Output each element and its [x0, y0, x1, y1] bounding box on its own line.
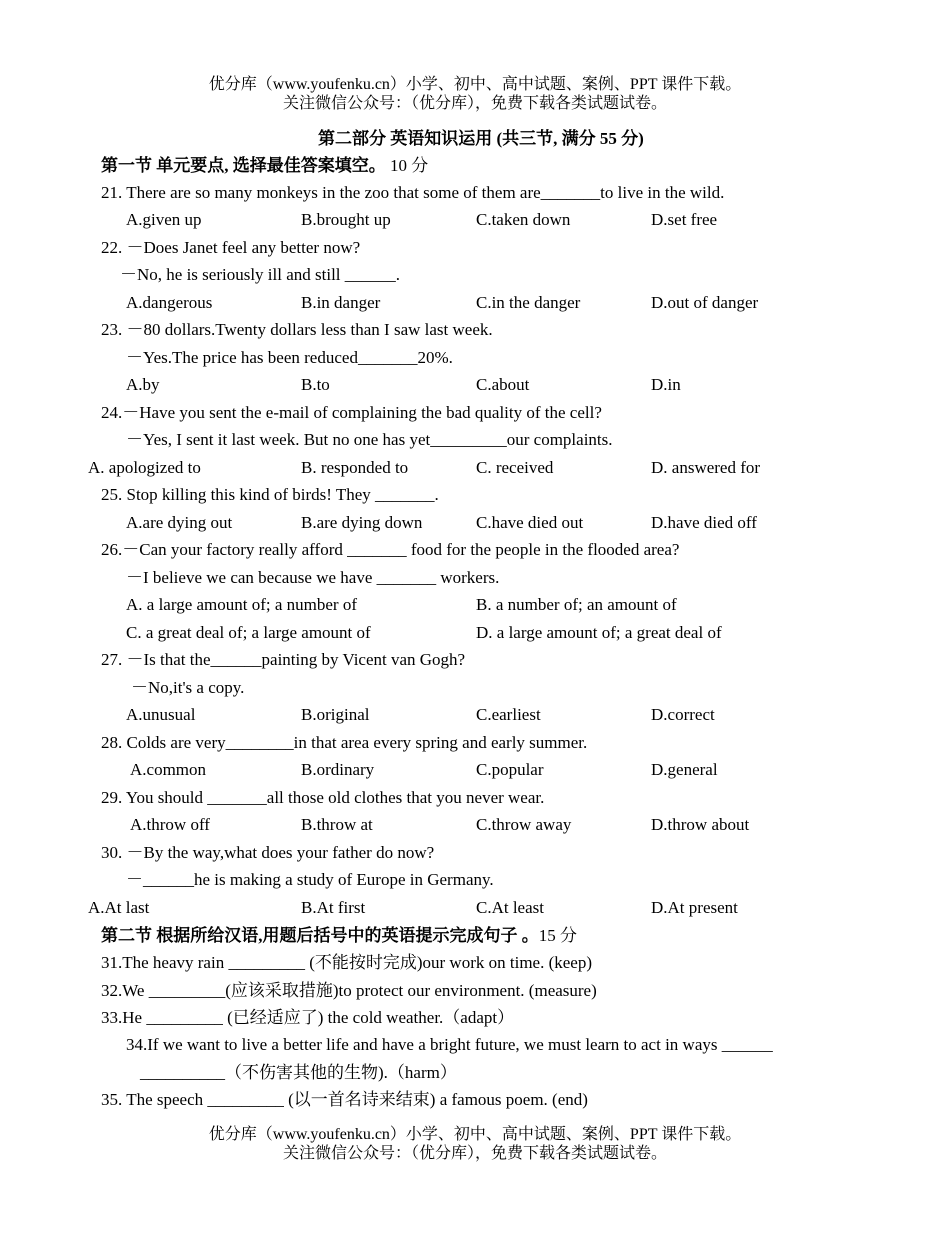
q24-option-d: D. answered for: [651, 458, 761, 477]
q27-option-b: B.original: [301, 705, 370, 724]
q28-option-c: C.popular: [476, 760, 544, 779]
q25-stem: 25. Stop killing this kind of birds! They _______.: [101, 485, 439, 504]
question-32: 32.We _________(应该采取措施)to protect our environment. (measure): [101, 981, 597, 1000]
part-title: 第二部分 英语知识运用 (共三节, 满分 55 分): [318, 129, 644, 148]
q30-option-c: C.At least: [476, 898, 544, 917]
q22-option-d: D.out of danger: [651, 293, 759, 312]
q24-option-a: A. apologized to: [88, 458, 201, 477]
footer-line-1: 优分库（www.youfenku.cn）小学、初中、高中试题、案例、PPT 课件下载。: [208, 1126, 742, 1143]
q29-stem: 29. You should _______all those old clothes that you never wear.: [101, 788, 545, 807]
question-31: 31.The heavy rain _________ (不能按时完成)our work on time. (keep): [101, 953, 592, 972]
q27-option-a: A.unusual: [126, 705, 196, 724]
section1-heading: [101, 155, 428, 177]
q30-option-d: D.At present: [651, 898, 738, 917]
q30-reply: －______he is making a study of Europe in Germany.: [126, 870, 494, 889]
q26-reply: －I believe we can because we have _______ workers.: [126, 568, 500, 587]
q21-option-a: A.given up: [126, 210, 202, 229]
q23-option-b: B.to: [301, 375, 330, 394]
q21-option-b: B.brought up: [301, 210, 391, 229]
q22-stem: 22. －Does Janet feel any better now?: [101, 238, 361, 257]
q24-option-c: C. received: [476, 458, 554, 477]
section1-score: 10 分: [385, 156, 429, 175]
header-line-1: 优分库（www.youfenku.cn）小学、初中、高中试题、案例、PPT 课件下载。: [208, 76, 742, 93]
q21-stem: 21. There are so many monkeys in the zoo that some of them are_______to live in the wild.: [101, 183, 725, 202]
q29-option-c: C.throw away: [476, 815, 572, 834]
q22-option-c: C.in the danger: [476, 293, 581, 312]
q26-option-a: A. a large amount of; a number of: [126, 595, 358, 614]
question-34-continued: __________（不伤害其他的生物).（harm）: [140, 1063, 457, 1082]
section1-title: 第一节 单元要点, 选择最佳答案填空。: [101, 156, 386, 175]
section2-title: 第二节 根据所给汉语,用题后括号中的英语提示完成句子 。: [101, 926, 539, 945]
q21-option-d: D.set free: [651, 210, 718, 229]
q23-option-c: C.about: [476, 375, 530, 394]
q22-option-b: B.in danger: [301, 293, 381, 312]
q24-stem: 24.－Have you sent the e-mail of complaining the bad quality of the cell?: [101, 403, 602, 422]
q26-option-b: B. a number of; an amount of: [476, 595, 677, 614]
q26-option-c: C. a great deal of; a large amount of: [126, 623, 371, 642]
q30-stem: 30. －By the way,what does your father do now?: [101, 843, 435, 862]
q25-option-d: D.have died off: [651, 513, 757, 532]
q30-option-b: B.At first: [301, 898, 366, 917]
q26-option-d: D. a large amount of; a great deal of: [476, 623, 722, 642]
q28-option-b: B.ordinary: [301, 760, 375, 779]
question-34: 34.If we want to live a better life and have a bright future, we must learn to act in ways ______: [126, 1035, 773, 1054]
q30-option-a: A.At last: [88, 898, 150, 917]
q27-reply: －No,it's a copy.: [131, 678, 245, 697]
q27-option-c: C.earliest: [476, 705, 541, 724]
q28-stem: 28. Colds are very________in that area every spring and early summer.: [101, 733, 588, 752]
q21-option-c: C.taken down: [476, 210, 571, 229]
q24-option-b: B. responded to: [301, 458, 409, 477]
q27-option-d: D.correct: [651, 705, 715, 724]
q25-option-b: B.are dying down: [301, 513, 423, 532]
footer-line-2: 关注微信公众号：（优分库），免费下载各类试题试卷。: [282, 1145, 667, 1162]
question-35: 35. The speech _________ (以一首名诗来结束) a famous poem. (end): [101, 1090, 588, 1109]
question-33: 33.He _________ (已经适应了) the cold weather.（adapt）: [101, 1008, 515, 1027]
q23-option-d: D.in: [651, 375, 681, 394]
q24-reply: －Yes, I sent it last week. But no one has yet_________our complaints.: [126, 430, 613, 449]
q25-option-c: C.have died out: [476, 513, 584, 532]
header-line-2: 关注微信公众号：（优分库），免费下载各类试题试卷。: [282, 95, 667, 112]
q22-option-a: A.dangerous: [126, 293, 213, 312]
q25-option-a: A.are dying out: [126, 513, 233, 532]
q29-option-b: B.throw at: [301, 815, 373, 834]
q23-stem: 23. －80 dollars.Twenty dollars less than I saw last week.: [101, 320, 493, 339]
q23-option-a: A.by: [126, 375, 160, 394]
section2-heading: [101, 925, 577, 947]
q22-reply: －No, he is seriously ill and still ______.: [120, 265, 401, 284]
q29-option-d: D.throw about: [651, 815, 750, 834]
q26-stem: 26.－Can your factory really afford _______ food for the people in the flooded area?: [101, 540, 680, 559]
section2-score: 15 分: [538, 926, 577, 945]
q29-option-a: A.throw off: [130, 815, 210, 834]
q27-stem: 27. －Is that the______painting by Vicent van Gogh?: [101, 650, 466, 669]
q28-option-a: A.common: [130, 760, 207, 779]
q23-reply: －Yes.The price has been reduced_______20%.: [126, 348, 453, 367]
q28-option-d: D.general: [651, 760, 718, 779]
